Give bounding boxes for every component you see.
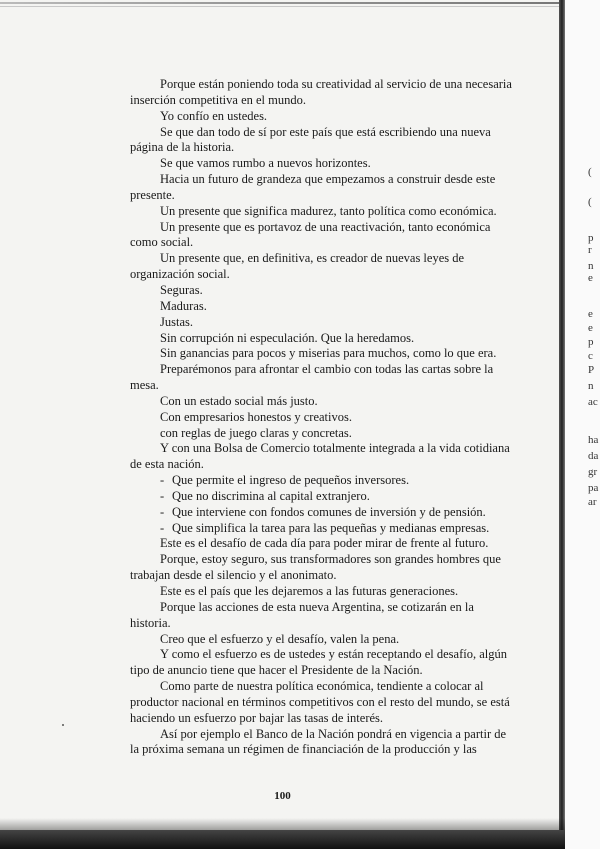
bullet-dash: - bbox=[160, 488, 165, 503]
text-line: Hacia un futuro de grandeza que empezamos a construir desde este bbox=[160, 172, 496, 187]
bullet-dash: - bbox=[160, 504, 165, 519]
facing-page-fragment: r bbox=[588, 244, 592, 256]
facing-page-fragment: p bbox=[588, 336, 594, 348]
text-line: tipo de anuncio tiene que hacer el Presidente de la Nación. bbox=[130, 663, 423, 678]
bullet-line bbox=[130, 489, 550, 505]
facing-page-fragment: gr bbox=[588, 466, 598, 478]
scan-top-edge bbox=[0, 2, 560, 4]
text-line: Y con una Bolsa de Comercio totalmente integrada a la vida cotidiana bbox=[160, 441, 510, 456]
text-line: Un presente que es portavoz de una reactivación, tanto económica bbox=[160, 219, 491, 234]
text-line: productor nacional en términos competitivos con el resto del mundo, se está bbox=[130, 694, 510, 709]
bullet-line bbox=[130, 521, 550, 537]
text-line: Con empresarios honestos y creativos. bbox=[160, 409, 352, 424]
text-line: Y como el esfuerzo es de ustedes y están receptando el desafío, algún bbox=[160, 647, 507, 662]
text-line: Creo que el esfuerzo y el desafío, valen la pena. bbox=[160, 631, 400, 646]
text-line: Este es el país que les dejaremos a las futuras generaciones. bbox=[160, 584, 459, 598]
text-line: Justas. bbox=[160, 314, 193, 329]
text-line: como social. bbox=[130, 235, 194, 250]
text-line: historia. bbox=[130, 615, 171, 630]
text-line: inserción competitiva en el mundo. bbox=[130, 92, 306, 107]
text-line: Se que vamos rumbo a nuevos horizontes. bbox=[160, 156, 371, 171]
text-line: Porque las acciones de esta nueva Argentina, se cotizarán en la bbox=[160, 599, 474, 614]
text-line: trabajan desde el silencio y el anonimato. bbox=[130, 568, 337, 583]
text-line: Sin ganancias para pocos y miserias para muchos, como lo que era. bbox=[160, 346, 497, 361]
text-line: la próxima semana un régimen de financiación de la producción y las bbox=[130, 742, 477, 757]
bullet-dash: - bbox=[160, 520, 165, 535]
text-line: Este es el desafío de cada día para poder mirar de frente al futuro. bbox=[160, 536, 489, 551]
facing-page-fragment: ha bbox=[588, 434, 599, 446]
bullet-text: Que interviene con fondos comunes de inversión y de pensión. bbox=[172, 504, 486, 519]
facing-page-fragment: n bbox=[588, 260, 594, 272]
text-line: página de la historia. bbox=[130, 140, 235, 155]
page-number: 100 bbox=[274, 790, 291, 802]
text-line: Porque están poniendo toda su creatividad al servicio de una necesaria bbox=[160, 77, 512, 91]
text-line: Así por ejemplo el Banco de la Nación pondrá en vigencia a partir de bbox=[160, 726, 507, 741]
text-line: Porque, estoy seguro, sus transformadores son grandes hombres que bbox=[160, 552, 501, 567]
bullet-text: Que no discrimina al capital extranjero. bbox=[172, 488, 370, 503]
text-line: Un presente que significa madurez, tanto política como económica. bbox=[160, 203, 497, 218]
bullet-text: Que permite el ingreso de pequeños inversores. bbox=[172, 473, 410, 488]
facing-page-fragment: e bbox=[588, 308, 593, 320]
body-text bbox=[130, 77, 550, 758]
bullet-line bbox=[130, 505, 550, 521]
facing-page-fragment: e bbox=[588, 322, 593, 334]
text-line: Maduras. bbox=[160, 298, 207, 313]
text-line: con reglas de juego claras y concretas. bbox=[160, 425, 352, 440]
facing-page-fragment: p bbox=[588, 232, 594, 244]
text-line: mesa. bbox=[130, 378, 159, 393]
text-line: Preparémonos para afrontar el cambio con todas las cartas sobre la bbox=[160, 362, 494, 377]
text-line: Seguras. bbox=[160, 282, 203, 297]
scan-bottom-edge bbox=[0, 830, 565, 849]
text-line: Como parte de nuestra política económica, tendiente a colocar al bbox=[160, 679, 484, 694]
scan-top-edge-line bbox=[0, 6, 560, 7]
bullet-dash: - bbox=[160, 473, 165, 488]
facing-page-fragment: pa bbox=[588, 482, 599, 494]
scan-bottom-shadow bbox=[0, 818, 565, 830]
facing-page-fragment: ( bbox=[588, 196, 592, 208]
scan-speck bbox=[62, 724, 64, 726]
book-spine bbox=[559, 0, 565, 849]
facing-page-fragment: n bbox=[588, 380, 594, 392]
facing-page-fragment: ( bbox=[588, 166, 592, 178]
facing-page-fragment: c bbox=[588, 350, 593, 362]
text-line: de esta nación. bbox=[130, 457, 204, 472]
bullet-line bbox=[130, 473, 550, 489]
facing-page-fragment: ar bbox=[588, 496, 597, 508]
text-line: Se que dan todo de sí por este país que está escribiendo una nueva bbox=[160, 124, 491, 139]
facing-page-fragment: e bbox=[588, 272, 593, 284]
facing-page-strip bbox=[563, 0, 600, 849]
text-line: presente. bbox=[130, 187, 175, 202]
text-line: organización social. bbox=[130, 267, 230, 282]
facing-page-fragment: P bbox=[588, 364, 595, 376]
facing-page-fragment: ac bbox=[588, 396, 598, 408]
facing-page-fragment: da bbox=[588, 450, 599, 462]
text-line: Yo confío en ustedes. bbox=[160, 108, 268, 123]
text-line: Un presente que, en definitiva, es creador de nuevas leyes de bbox=[160, 251, 465, 266]
text-line: haciendo un esfuerzo por bajar las tasas de interés. bbox=[130, 710, 384, 725]
text-line: Con un estado social más justo. bbox=[160, 393, 318, 408]
bullet-text: Que simplifica la tarea para las pequeñas y medianas empresas. bbox=[172, 520, 490, 535]
text-line: Sin corrupción ni especulación. Que la heredamos. bbox=[160, 330, 415, 345]
